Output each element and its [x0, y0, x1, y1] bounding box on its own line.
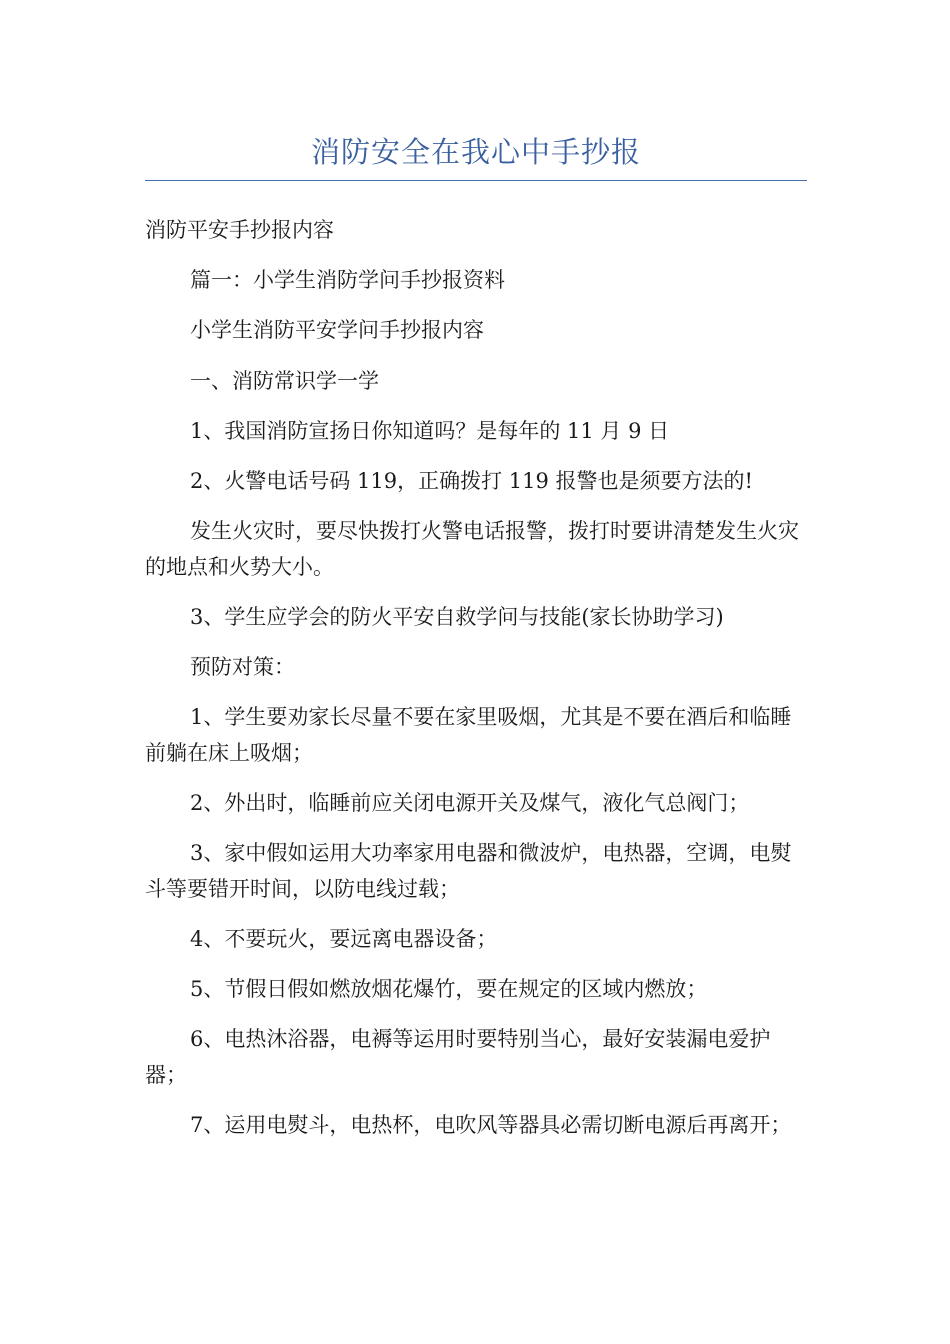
title-underline: [145, 180, 807, 181]
paragraph: 6、电热沐浴器，电褥等运用时要特别当心，最好安装漏电爱护器；: [145, 1027, 771, 1087]
paragraph: 预防对策：: [190, 655, 295, 680]
paragraph: 消防平安手抄报内容: [145, 218, 334, 242]
paragraph: 一、消防常识学一学: [190, 368, 379, 393]
paragraph: 4、不要玩火，要远离电器设备；: [190, 927, 498, 952]
document-body: [145, 213, 807, 1158]
paragraph: 2、外出时，临睡前应关闭电源开关及煤气，液化气总阀门；: [190, 791, 750, 816]
paragraph: 7、运用电熨斗，电热杯，电吹风等器具必需切断电源后再离开；: [190, 1113, 792, 1138]
paragraph: 3、家中假如运用大功率家用电器和微波炉，电热器，空调，电熨斗等要错开时间，以防电线过载；: [145, 841, 792, 901]
paragraph: 2、火警电话号码 119，正确拨打 119 报警也是须要方法的!: [190, 468, 753, 493]
paragraph: 小学生消防平安学问手抄报内容: [190, 318, 484, 343]
document-title: 消防安全在我心中手抄报: [310, 135, 641, 169]
paragraph: 5、节假日假如燃放烟花爆竹，要在规定的区域内燃放；: [190, 977, 708, 1002]
paragraph: 1、我国消防宣扬日你知道吗？是每年的 11 月 9 日: [190, 418, 670, 443]
paragraph: 篇一：小学生消防学问手抄报资料: [190, 268, 505, 293]
paragraph: 发生火灾时，要尽快拨打火警电话报警，拨打时要讲清楚发生火灾的地点和火势大小。: [145, 519, 799, 579]
paragraph: 3、学生应学会的防火平安自救学问与技能(家长协助学习): [190, 604, 724, 629]
paragraph: 1、学生要劝家长尽量不要在家里吸烟，尤其是不要在酒后和临睡前躺在床上吸烟；: [145, 705, 792, 765]
